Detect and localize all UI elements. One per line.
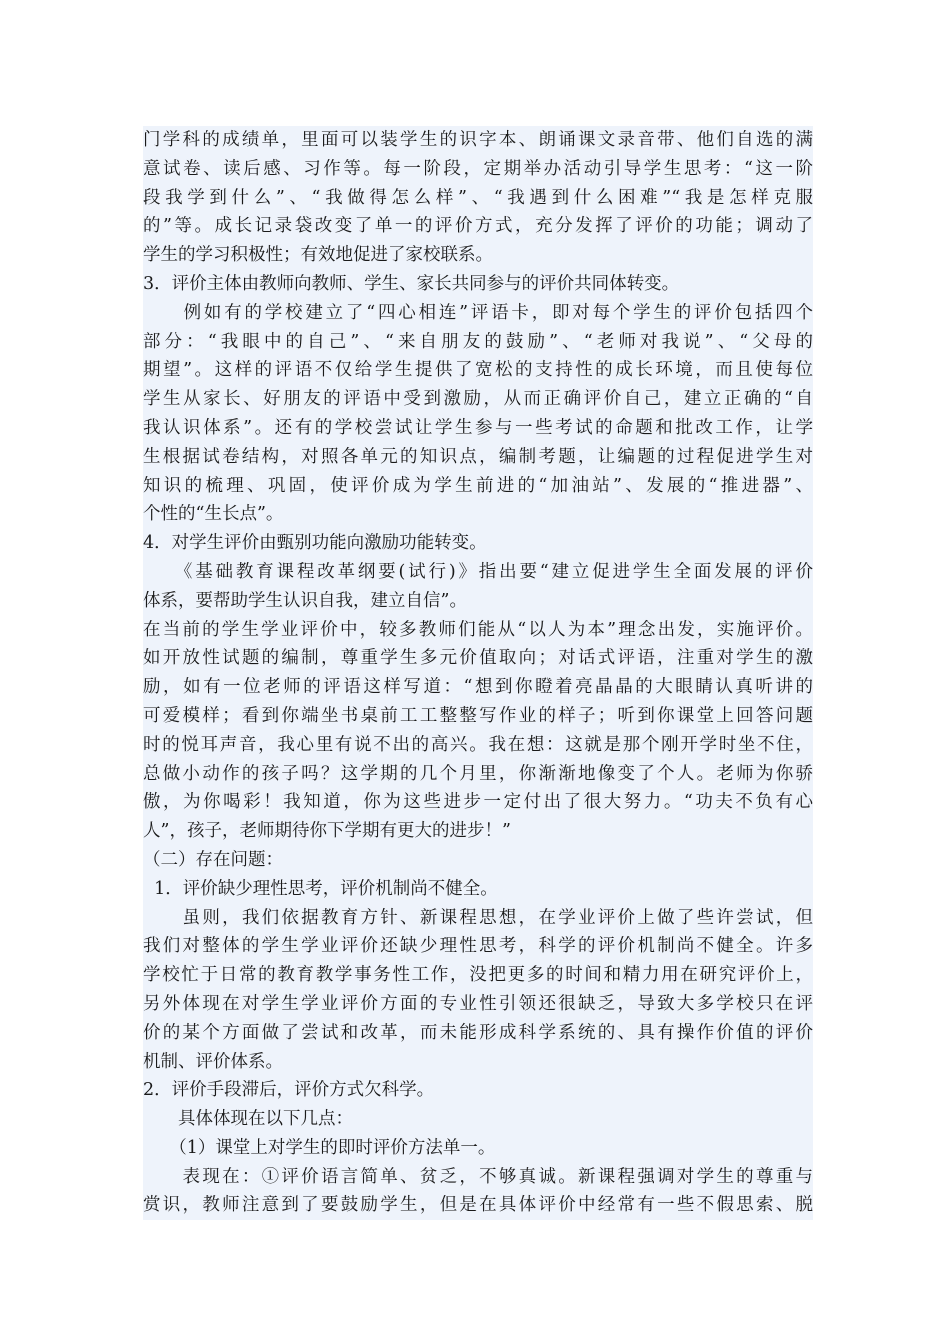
section-heading-2: 2．评价手段滞后，评价方式欠科学。: [143, 1080, 435, 1101]
body-line-30: 学校忙于日常的教育教学事务性工作，没把更多的时间和精力用在研究评价上，: [143, 965, 813, 986]
body-line-7: 例如有的学校建立了“四心相连”评语卡，即对每个学生的评价包括四个: [143, 302, 813, 323]
body-line-19: 如开放性试题的编制，尊重学生多元价值取向；对话式评语，注重对学生的激: [143, 648, 813, 669]
body-line-37: 表现在：①评价语言简单、贫乏，不够真诚。新课程强调对学生的尊重与: [143, 1166, 813, 1187]
body-line-33: 机制、评价体系。: [143, 1051, 283, 1072]
body-line-2: 意试卷、读后感、习作等。每一阶段，定期举办活动引导学生思考：“这一阶: [143, 158, 813, 179]
body-line-32: 价的某个方面做了尝试和改革，而未能形成科学系统的、具有操作价值的评价: [143, 1022, 813, 1043]
body-line-8: 部分：“我眼中的自己”、“来自朋友的鼓励”、“老师对我说”、“父母的: [143, 331, 813, 352]
body-line-3: 段我学到什么”、“我做得怎么样”、“我遇到什么困难”“我是怎样克服: [143, 187, 813, 208]
body-line-14: 个性的“生长点”。: [143, 504, 284, 525]
body-line-28: 虽则，我们依据教育方针、新课程思想，在学业评价上做了些许尝试，但: [143, 907, 813, 928]
document-body: [143, 126, 813, 1220]
body-line-11: 我认识体系”。还有的学校尝试让学生参与一些考试的命题和批改工作，让学: [143, 417, 813, 438]
body-line-13: 知识的梳理、巩固，使评价成为学生前进的“加油站”、发展的“推进器”、: [143, 475, 813, 496]
body-line-10: 学生从家长、好朋友的评语中受到激励，从而正确评价自己，建立正确的“自: [143, 389, 813, 410]
body-line-17: 体系，要帮助学生认识自我，建立自信”。: [143, 590, 467, 611]
body-line-18: 在当前的学生学业评价中，较多教师们能从“以人为本”理念出发，实施评价。: [143, 619, 813, 640]
body-line-9: 期望”。这样的评语不仅给学生提供了宽松的支持性的成长环境，而且使每位: [143, 360, 813, 381]
body-line-21: 可爱模样；看到你端坐书桌前工工整整写作业的样子；听到你课堂上回答问题: [143, 705, 813, 726]
body-line-5: 学生的学习积极性；有效地促进了家校联系。: [143, 245, 493, 266]
body-line-20: 励，如有一位老师的评语这样写道：“想到你瞪着亮晶晶的大眼睛认真听讲的: [143, 677, 813, 698]
body-line-35: 具体体现在以下几点：: [143, 1109, 353, 1130]
body-line-24: 傲，为你喝彩！我知道，你为这些进步一定付出了很大努力。“功夫不负有心: [143, 792, 813, 813]
body-line-25: 人”，孩子，老师期待你下学期有更大的进步！”: [143, 821, 511, 842]
body-line-22: 时的悦耳声音，我心里有说不出的高兴。我在想：这就是那个刚开学时坐不住，: [143, 734, 813, 755]
list-item-1: （1）课堂上对学生的即时评价方法单一。: [143, 1137, 496, 1158]
section-heading-3: 3．评价主体由教师向教师、学生、家长共同参与的评价共同体转变。: [143, 273, 680, 294]
body-line-29: 我们对整体的学生学业评价还缺少理性思考，科学的评价机制尚不健全。许多: [143, 936, 813, 957]
body-line-23: 总做小动作的孩子吗？这学期的几个月里，你渐渐地像变了个人。老师为你骄: [143, 763, 813, 784]
body-line-1: 门学科的成绩单，里面可以装学生的识字本、朗诵课文录音带、他们自选的满: [143, 130, 813, 150]
body-line-12: 生根据试卷结构，对照各单元的知识点，编制考题，让编题的过程促进学生对: [143, 446, 813, 467]
subsection-heading-2: （二）存在问题：: [143, 849, 283, 870]
body-line-16: 《基础教育课程改革纲要(试行)》指出要“建立促进学生全面发展的评价: [143, 561, 813, 582]
section-heading-1: 1．评价缺少理性思考，评价机制尚不健全。: [143, 878, 498, 899]
body-line-4: 的”等。成长记录袋改变了单一的评价方式，充分发挥了评价的功能；调动了: [143, 216, 813, 237]
body-line-38: 赏识，教师注意到了要鼓励学生，但是在具体评价中经常有一些不假思索、脱: [143, 1195, 813, 1216]
section-heading-4: 4．对学生评价由甄别功能向激励功能转变。: [143, 533, 487, 554]
body-line-31: 另外体现在对学生学业评价方面的专业性引领还很缺乏，导致大多学校只在评: [143, 993, 813, 1014]
